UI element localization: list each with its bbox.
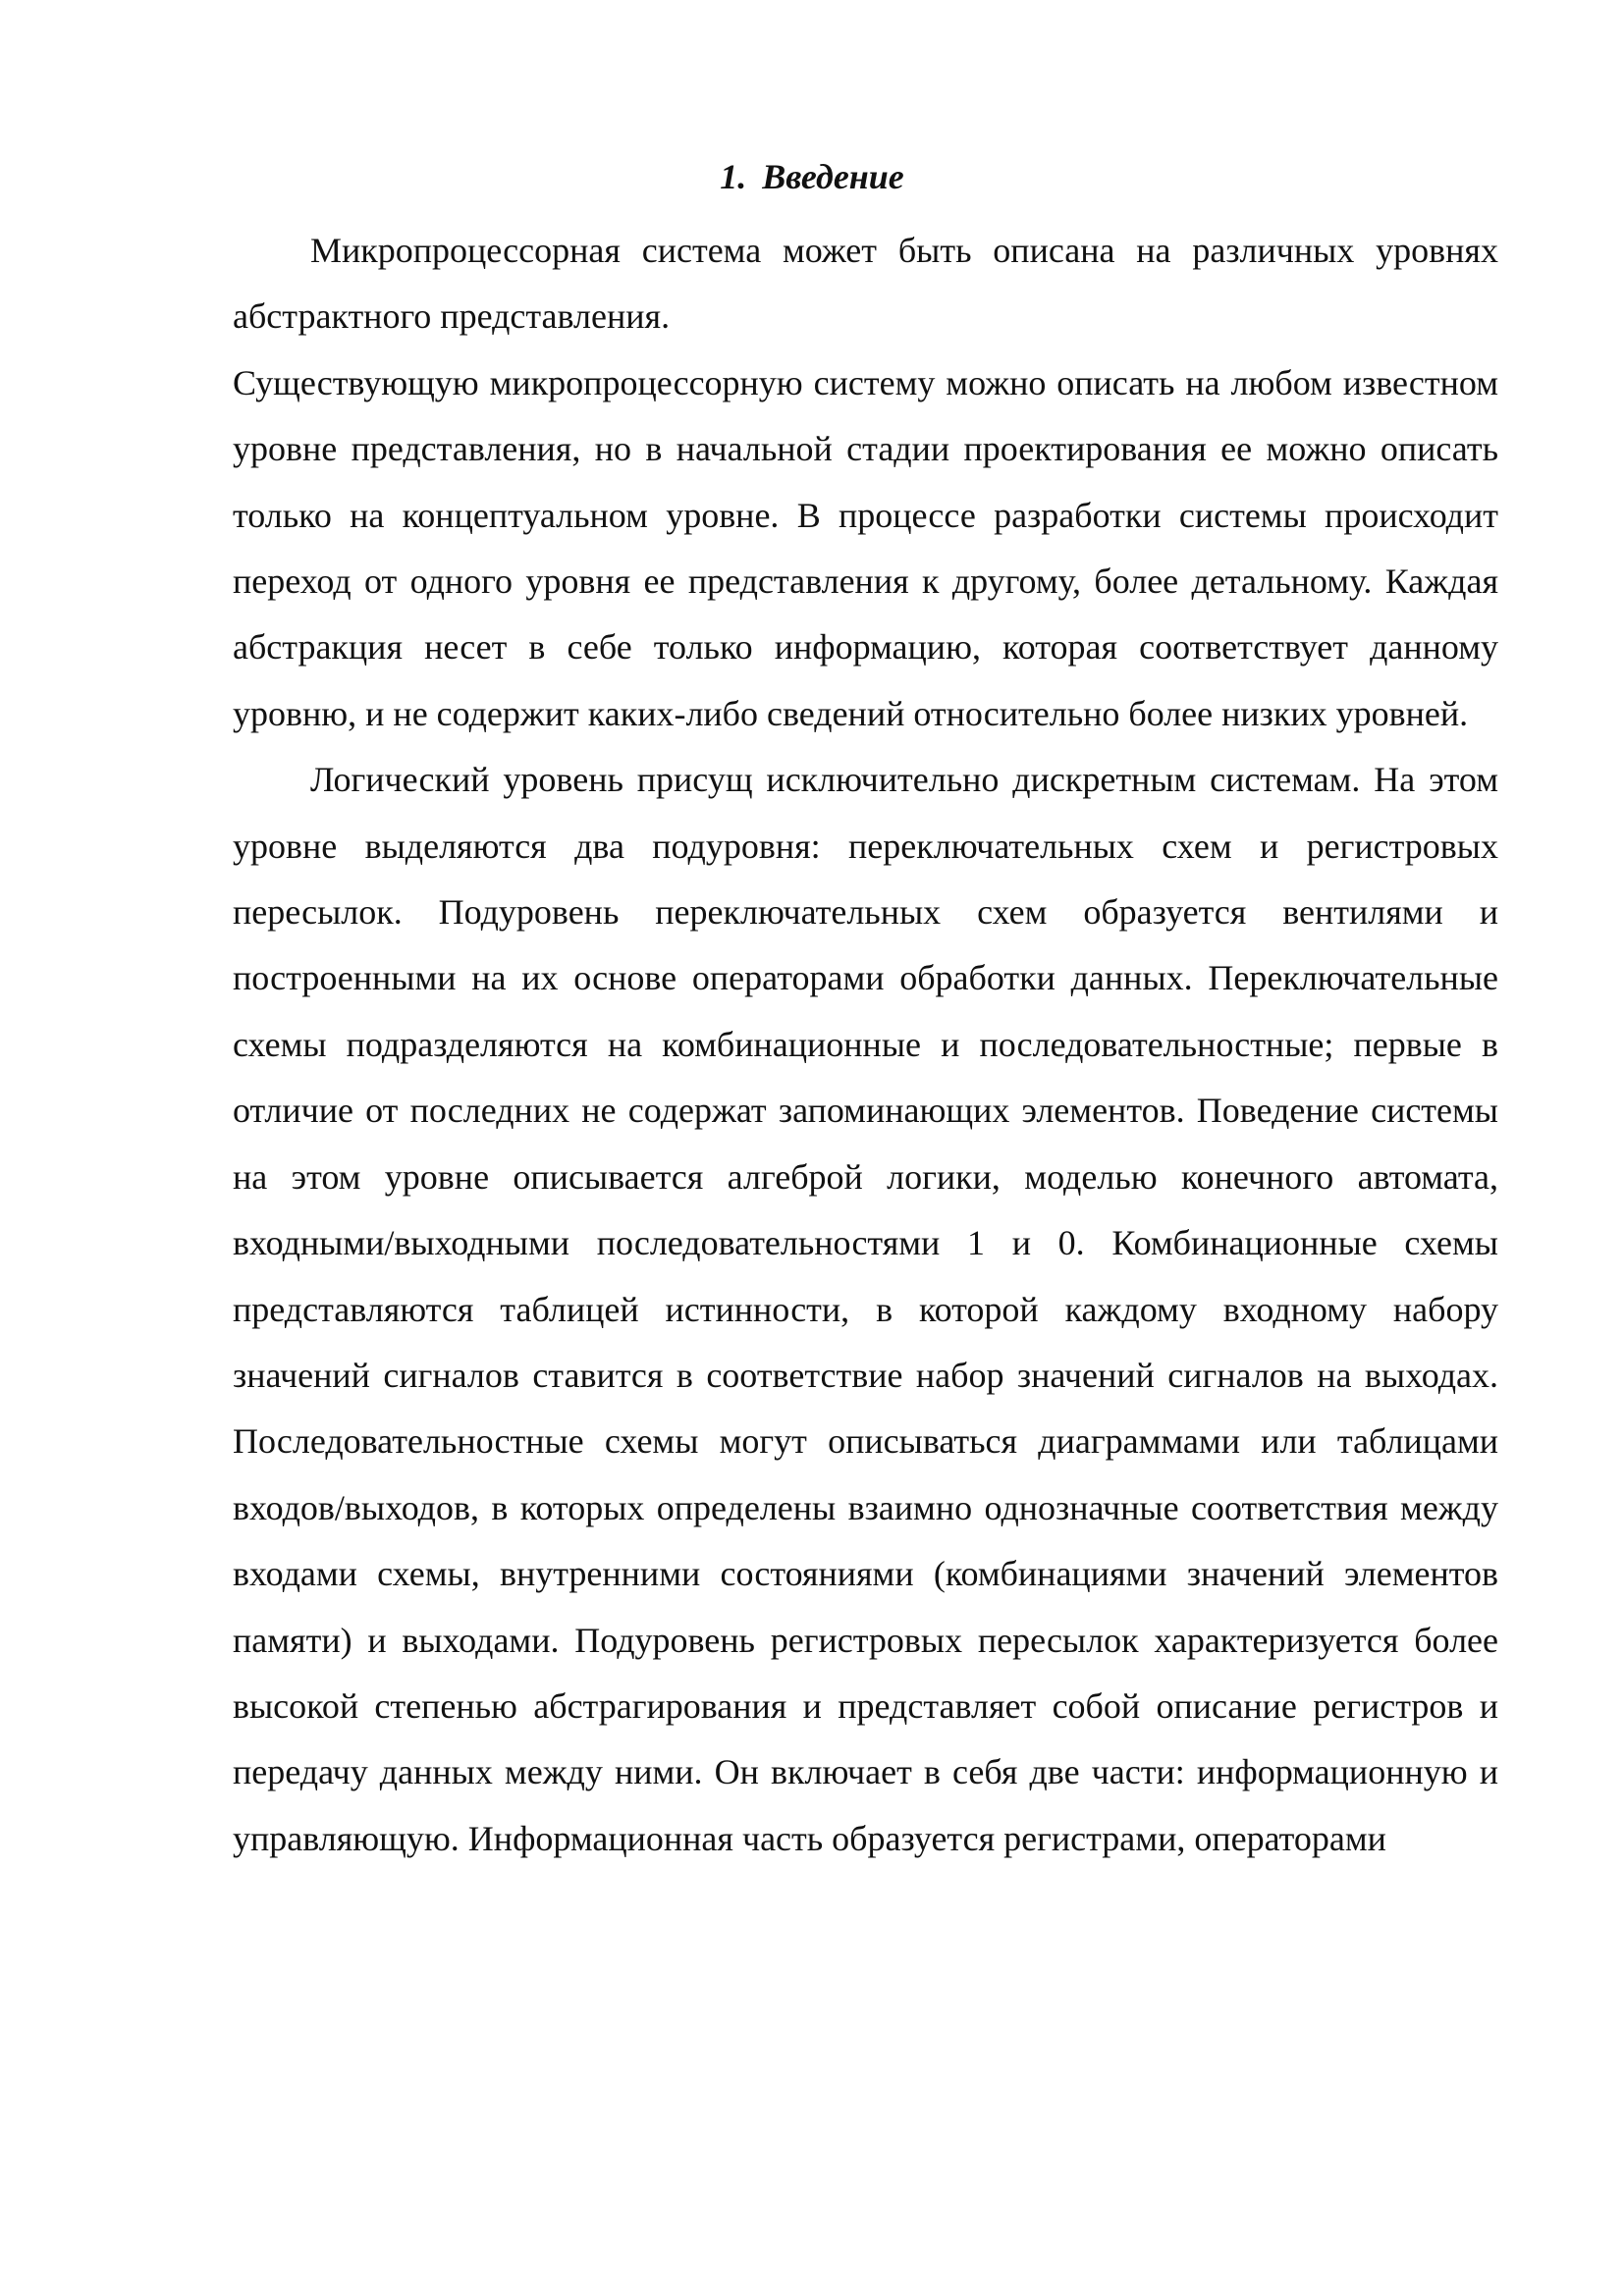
section-title: Введение bbox=[762, 157, 904, 196]
body-text bbox=[233, 218, 1498, 1872]
paragraph-abstraction-levels: Существующую микропроцессорную систему можно описать на любом известном уровне представления, но в начальной стадии проектирования ее можно описать только на концептуальном уровне. В процессе разработки системы происходит переход от одного уровня ее представления к другому, более детальному. Каждая абстракция несет в себе только информацию, которая соответствует данному уровню, и не содержит каких-либо сведений относительно более низких уровней. bbox=[233, 362, 1498, 733]
paragraph-intro: Микропроцессорная система может быть описана на различных уровнях абстрактного представления. bbox=[233, 231, 1498, 337]
section-heading bbox=[0, 151, 1624, 202]
section-number: 1. bbox=[720, 157, 747, 196]
paragraph-logical-level: Логический уровень присущ исключительно дискретным системам. На этом уровне выделяются два подуровня: переключательных схем и регистровых пересылок. Подуровень переключательных схем образуется вентилями и построенными на их основе операторами обработки данных. Переключательные схемы подразделяются на комбинационные и последовательностные; первые в отличие от последних не содержат запоминающих элементов. Поведение системы на этом уровне описывается алгеброй логики, моделью конечного автомата, входными/выходными последовательностями 1 и 0. Комбинационные схемы представляются таблицей истинности, в которой каждому входному набору значений сигналов ставится в соответствие набор значений сигналов на выходах. Последовательностные схемы могут описываться диаграммами или таблицами входов/выходов, в которых определены взаимно однозначные соответствия между входами схемы, внутренними состояниями (комбинациями значений элементов памяти) и выходами. Подуровень регистровых пересылок характеризуется более высокой степенью абстрагирования и представляет собой описание регистров и передачу данных между ними. Он включает в себя две части: информационную и управляющую. Информационная часть образуется регистрами, операторами bbox=[233, 760, 1498, 1858]
